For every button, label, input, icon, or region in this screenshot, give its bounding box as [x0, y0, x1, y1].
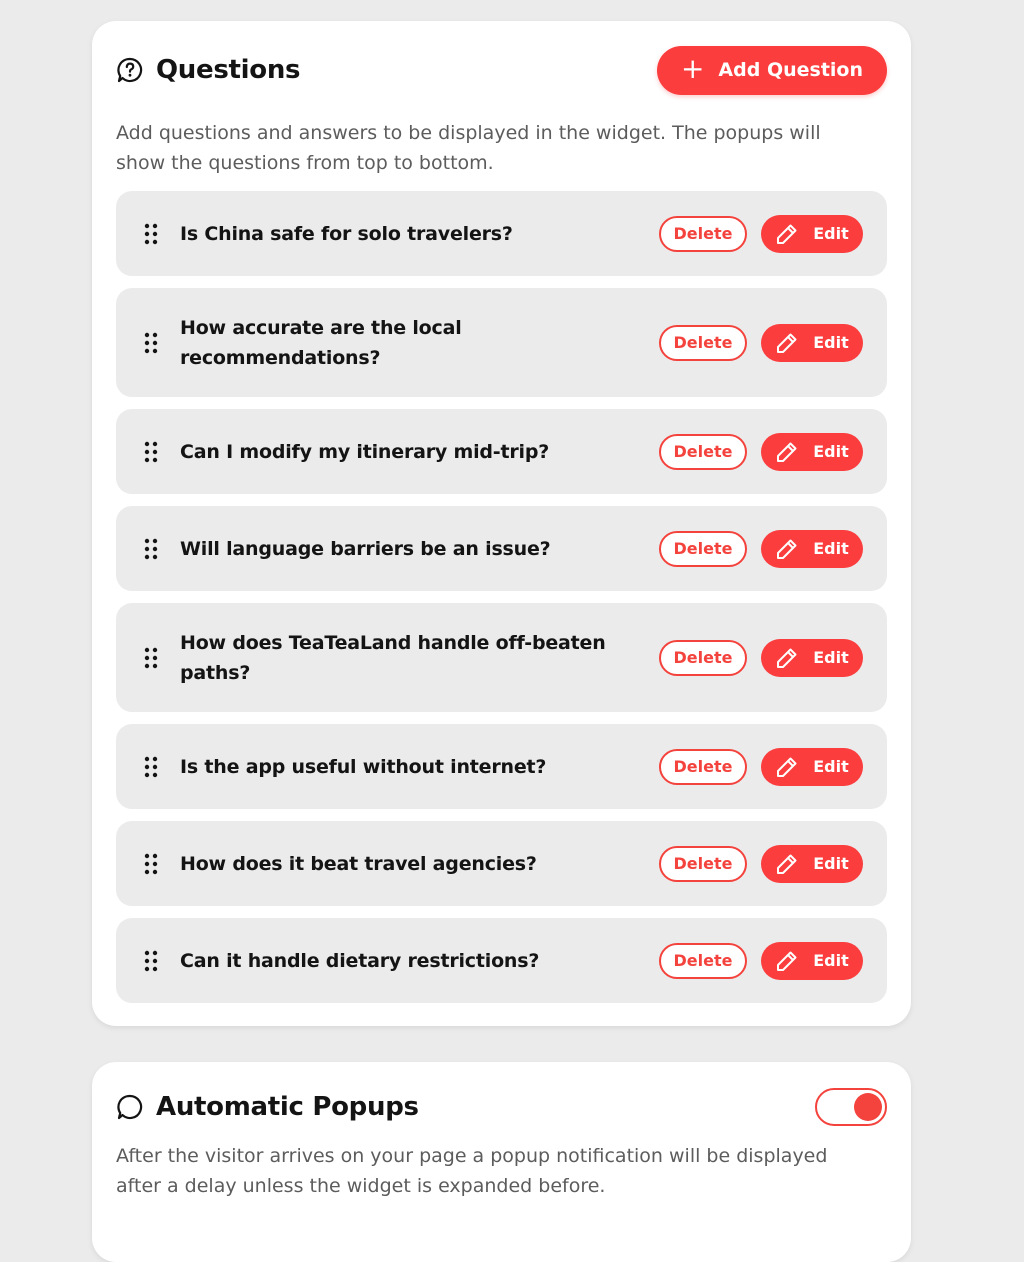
question-item[interactable] [116, 821, 887, 906]
edit-button[interactable] [761, 530, 863, 568]
drag-handle-icon[interactable] [144, 332, 158, 354]
edit-label: Edit [813, 224, 849, 243]
questions-card [92, 21, 911, 1026]
drag-handle-icon[interactable] [144, 853, 158, 875]
edit-button[interactable] [761, 215, 863, 253]
delete-button[interactable]: Delete [659, 434, 747, 470]
add-question-button[interactable] [657, 46, 887, 95]
drag-handle-icon[interactable] [144, 538, 158, 560]
questions-title: Questions [156, 55, 301, 85]
drag-handle-icon[interactable] [144, 441, 158, 463]
edit-button[interactable] [761, 324, 863, 362]
question-text: How accurate are the local recommendations? [180, 316, 462, 369]
edit-label: Edit [813, 333, 849, 352]
drag-handle-icon[interactable] [144, 647, 158, 669]
delete-button[interactable]: Delete [659, 216, 747, 252]
popups-title: Automatic Popups [156, 1092, 419, 1122]
chat-bubble-icon [116, 1093, 144, 1121]
question-item[interactable] [116, 603, 887, 712]
question-item[interactable] [116, 409, 887, 494]
pencil-icon [775, 646, 799, 670]
edit-button[interactable] [761, 942, 863, 980]
pencil-icon [775, 440, 799, 464]
question-text: Can I modify my itinerary mid-trip? [180, 440, 550, 463]
popups-header [116, 1084, 887, 1130]
question-text: How does TeaTeaLand handle off-beaten paths? [180, 631, 606, 684]
question-text: Is China safe for solo travelers? [180, 222, 513, 245]
question-item[interactable] [116, 724, 887, 809]
pencil-icon [775, 331, 799, 355]
pencil-icon [775, 222, 799, 246]
pencil-icon [775, 949, 799, 973]
edit-label: Edit [813, 757, 849, 776]
question-item[interactable] [116, 918, 887, 1003]
add-question-label: Add Question [718, 59, 863, 81]
question-text: Can it handle dietary restrictions? [180, 949, 540, 972]
plus-icon: + [680, 51, 705, 85]
edit-label: Edit [813, 951, 849, 970]
edit-label: Edit [813, 854, 849, 873]
edit-button[interactable] [761, 433, 863, 471]
edit-button[interactable] [761, 748, 863, 786]
popups-description: After the visitor arrives on your page a popup notification will be displayed after a delay unless the widget is expanded before. [116, 1145, 828, 1197]
edit-button[interactable] [761, 845, 863, 883]
delete-button[interactable]: Delete [659, 640, 747, 676]
delete-button[interactable]: Delete [659, 325, 747, 361]
question-item[interactable] [116, 288, 887, 397]
automatic-popups-card [92, 1062, 911, 1262]
pencil-icon [775, 537, 799, 561]
drag-handle-icon[interactable] [144, 223, 158, 245]
question-text: Is the app useful without internet? [180, 755, 547, 778]
drag-handle-icon[interactable] [144, 756, 158, 778]
pencil-icon [775, 755, 799, 779]
delete-button[interactable]: Delete [659, 943, 747, 979]
question-text: Will language barriers be an issue? [180, 537, 551, 560]
questions-header [116, 45, 887, 95]
delete-button[interactable]: Delete [659, 749, 747, 785]
question-text: How does it beat travel agencies? [180, 852, 537, 875]
drag-handle-icon[interactable] [144, 950, 158, 972]
delete-button[interactable]: Delete [659, 531, 747, 567]
automatic-popups-toggle[interactable] [815, 1088, 887, 1126]
question-item[interactable] [116, 191, 887, 276]
edit-label: Edit [813, 648, 849, 667]
questions-description: Add questions and answers to be displayed in the widget. The popups will show the questions from top to bottom. [116, 122, 821, 174]
edit-label: Edit [813, 442, 849, 461]
edit-button[interactable] [761, 639, 863, 677]
question-item[interactable] [116, 506, 887, 591]
question-bubble-icon [116, 56, 144, 84]
toggle-knob [854, 1093, 882, 1121]
edit-label: Edit [813, 539, 849, 558]
pencil-icon [775, 852, 799, 876]
delete-button[interactable]: Delete [659, 846, 747, 882]
